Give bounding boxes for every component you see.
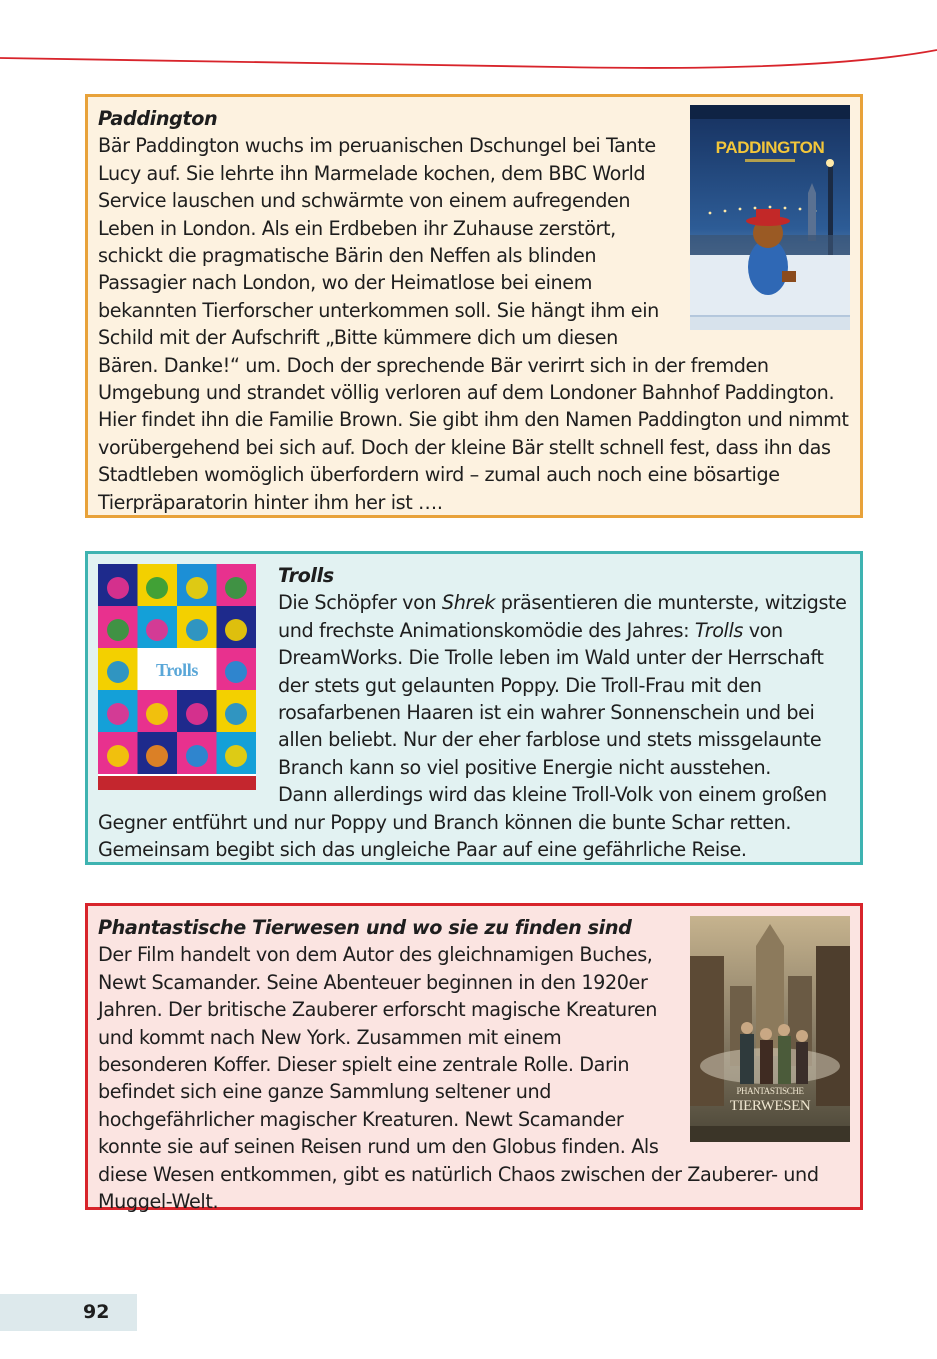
- paddington-poster-title: PADDINGTON: [715, 138, 825, 157]
- tierwesen-poster-title-2: TIERWESEN: [729, 1098, 811, 1114]
- trolls-text-part-3: von DreamWorks. Die Trolle leben im Wald unter der Herrschaft der stets gut gelaunten Poppy. Die Troll-Frau mit den rosafarbenen Haaren ist ein wahrer Sonnenschein und bei allen beliebt. Nur der eher farblose und stets missgelaunte Branch kann so viel positive Energie nicht ausstehen.: [278, 618, 824, 779]
- paddington-text: Bär Paddington wuchs im peruanischen Dschungel bei Tante Lucy auf. Sie lehrte ihn Marmelade kochen, dem BBC World Service lauschen und schwärmte von einem aufregenden Leben in London. Als ein Erdbeben ihr Zuhause zerstört, schickt die pragmatische Bärin den Neffen als blinden Passagier nach London, wo der Heimatlose bei einem bekannten Tierforscher unterkommen soll. Sie hängt ihm ein Schild mit der Aufschrift „Bitte kümmere dich um diesen Bären. Danke!“ um. Doch der sprechende Bär verirrt sich in der fremden Umgebung und strandet völlig verloren auf dem Londoner Bahnhof Paddington. Hier findet ihn die Familie Brown. Sie gibt ihm den Namen Paddington und nimmt vorübergehend bei sich auf. Doch der kleine Bär stellt schnell fest, dass ihn das Stadtleben womöglich überfordern wird – zumal auch noch eine bösartige Tierpräparatorin hinter ihm her ist ….: [98, 134, 849, 514]
- trolls-box: [85, 551, 863, 865]
- page-number: 92: [0, 1294, 137, 1331]
- trolls-title: Trolls: [278, 564, 334, 587]
- tierwesen-box: [85, 903, 863, 1214]
- trolls-poster-title: Trolls: [156, 660, 198, 680]
- trolls-poster: [98, 564, 256, 790]
- header-red-line: [0, 40, 937, 80]
- trolls-text-trolls: Trolls: [694, 618, 744, 642]
- paddington-box: [85, 94, 863, 518]
- paddington-poster: [690, 105, 850, 330]
- trolls-text-shrek: Shrek: [441, 591, 496, 615]
- tierwesen-poster-title-1: PHANTASTISCHE: [736, 1086, 804, 1096]
- trolls-text-part-1: Die Schöpfer von: [278, 591, 442, 615]
- trolls-text-part-2: präsentieren die munterste, witzigste und frechste Animationskomödie des Jahres:: [278, 591, 847, 642]
- tierwesen-text: Der Film handelt von dem Autor des gleichnamigen Buches, Newt Scamander. Seine Abenteuer beginnen in den 1920er Jahren. Der britische Zauberer erforscht magische Kreaturen und kommt nach New York. Zusammen mit einem besonderen Koffer. Dieser spielt eine zentrale Rolle. Darin befindet sich eine ganze Sammlung seltener und hochgefährlicher magischer Kreaturen. Newt Scamander konnte sie auf seinen Reisen rund um den Globus finden. Als diese Wesen entkommen, gibt es natürlich Chaos zwischen der Zauberer- und Muggel-Welt.: [98, 943, 819, 1214]
- tierwesen-poster: [690, 916, 850, 1142]
- tierwesen-title: Phantastische Tierwesen und wo sie zu finden sind: [98, 916, 632, 939]
- paddington-title: Paddington: [98, 107, 218, 130]
- trolls-text-2: Dann allerdings wird das kleine Troll-Volk von einem großen Gegner entführt und nur Poppy und Branch können die bunte Schar retten. Gemeinsam begibt sich das ungleiche Paar auf eine gefährliche Reise.: [98, 783, 827, 862]
